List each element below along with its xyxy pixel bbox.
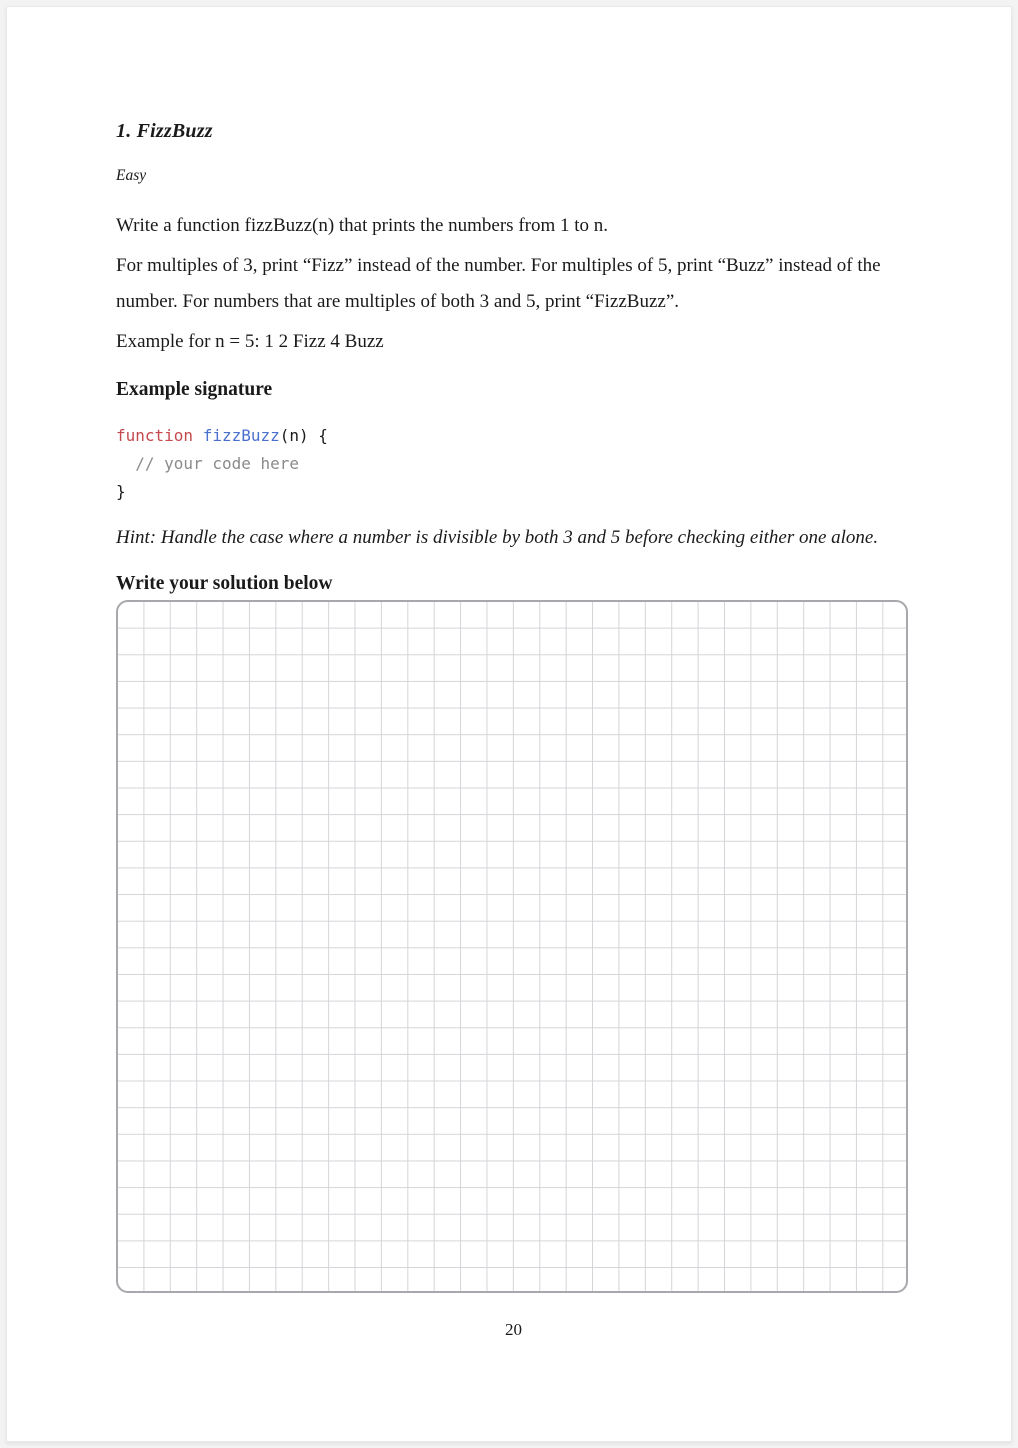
code-block [116, 422, 911, 506]
page-content [7, 7, 1011, 1340]
page-number: 20 [505, 1320, 522, 1339]
code-params-token: (n) { [279, 426, 328, 445]
code-function-name-token: fizzBuzz [193, 426, 280, 445]
difficulty-label: Easy [116, 167, 147, 184]
hint-text: Hint: Handle the case where a number is divisible by both 3 and 5 before checking either one alone. [116, 527, 879, 548]
example-signature-heading: Example signature [116, 379, 273, 400]
document-page [6, 6, 1012, 1442]
solution-heading: Write your solution below [116, 573, 333, 594]
code-keyword-token: function [116, 426, 194, 445]
solution-grid-paper [116, 600, 908, 1293]
example-output-line: Example for n = 5: 1 2 Fizz 4 Buzz [116, 331, 384, 352]
problem-description-line: Write a function fizzBuzz(n) that prints the numbers from 1 to n. [116, 215, 609, 236]
code-closing-brace-token: } [116, 482, 126, 501]
problem-description-rules: For multiples of 3, print “Fizz” instead of the number. For multiples of 5, print “Buzz” instead of the number. For numbers that are multiples of both 3 and 5, print “FizzBuzz”. [116, 255, 881, 312]
code-comment-token: // your code here [116, 454, 300, 473]
problem-title: 1. FizzBuzz [116, 120, 213, 142]
